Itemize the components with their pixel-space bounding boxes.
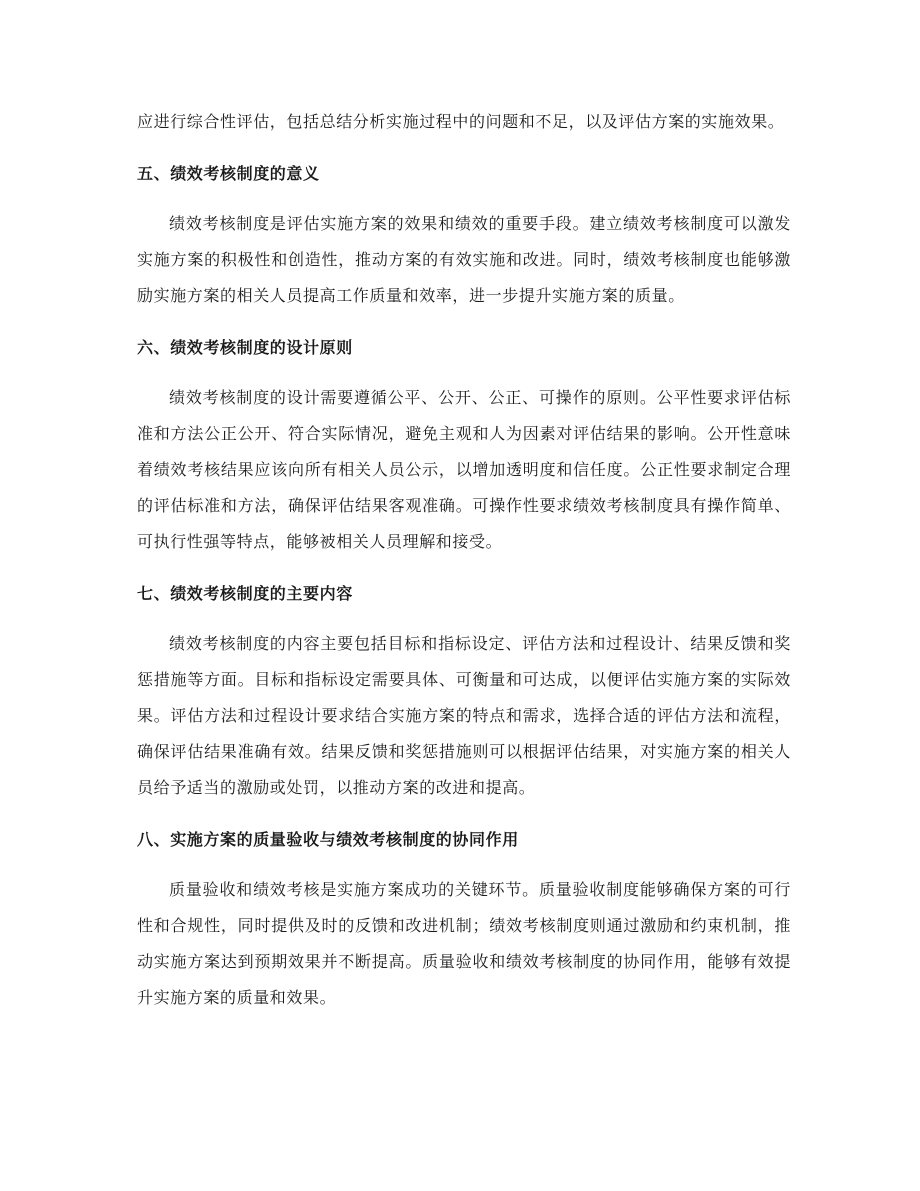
- section-body-6: 绩效考核制度的设计需要遵循公平、公开、公正、可操作的原则。公平性要求评估标准和方法公正公开、符合实际情况，避免主观和人为因素对评估结果的影响。公开性意味着绩效考核结果应该向所有相关人员公示，以增加透明度和信任度。公正性要求制定合理的评估标准和方法，确保评估结果客观准确。可操作性要求绩效考核制度具有操作简单、可执行性强等特点，能够被相关人员理解和接受。: [137, 388, 791, 551]
- section-body-7: 绩效考核制度的内容主要包括目标和指标设定、评估方法和过程设计、结果反馈和奖惩措施等方面。目标和指标设定需要具体、可衡量和可达成，以便评估实施方案的实际效果。评估方法和过程设计要求结合实施方案的特点和需求，选择合适的评估方法和流程，确保评估结果准确有效。结果反馈和奖惩措施则可以根据评估结果，对实施方案的相关人员给予适当的激励或处罚，以推动方案的改进和提高。: [137, 634, 791, 797]
- section-heading-7: 七、绩效考核制度的主要内容: [137, 584, 353, 603]
- intro-paragraph: 应进行综合性评估，包括总结分析实施过程中的问题和不足，以及评估方案的实施效果。: [137, 112, 785, 131]
- section-body-5: 绩效考核制度是评估实施方案的效果和绩效的重要手段。建立绩效考核制度可以激发实施方案的积极性和创造性，推动方案的有效实施和改进。同时，绩效考核制度也能够激励实施方案的相关人员提高工作质量和效率，进一步提升实施方案的质量。: [137, 214, 791, 305]
- section-body-8: 质量验收和绩效考核是实施方案成功的关键环节。质量验收制度能够确保方案的可行性和合规性，同时提供及时的反馈和改进机制；绩效考核制度则通过激励和约束机制，推动实施方案达到预期效果并不断提高。质量验收和绩效考核制度的协同作用，能够有效提升实施方案的质量和效果。: [137, 880, 791, 1007]
- section-heading-6: 六、绩效考核制度的设计原则: [137, 338, 353, 357]
- section-heading-5: 五、绩效考核制度的意义: [137, 164, 320, 183]
- section-heading-8: 八、实施方案的质量验收与绩效考核制度的协同作用: [137, 830, 519, 849]
- document-body: [137, 104, 791, 1016]
